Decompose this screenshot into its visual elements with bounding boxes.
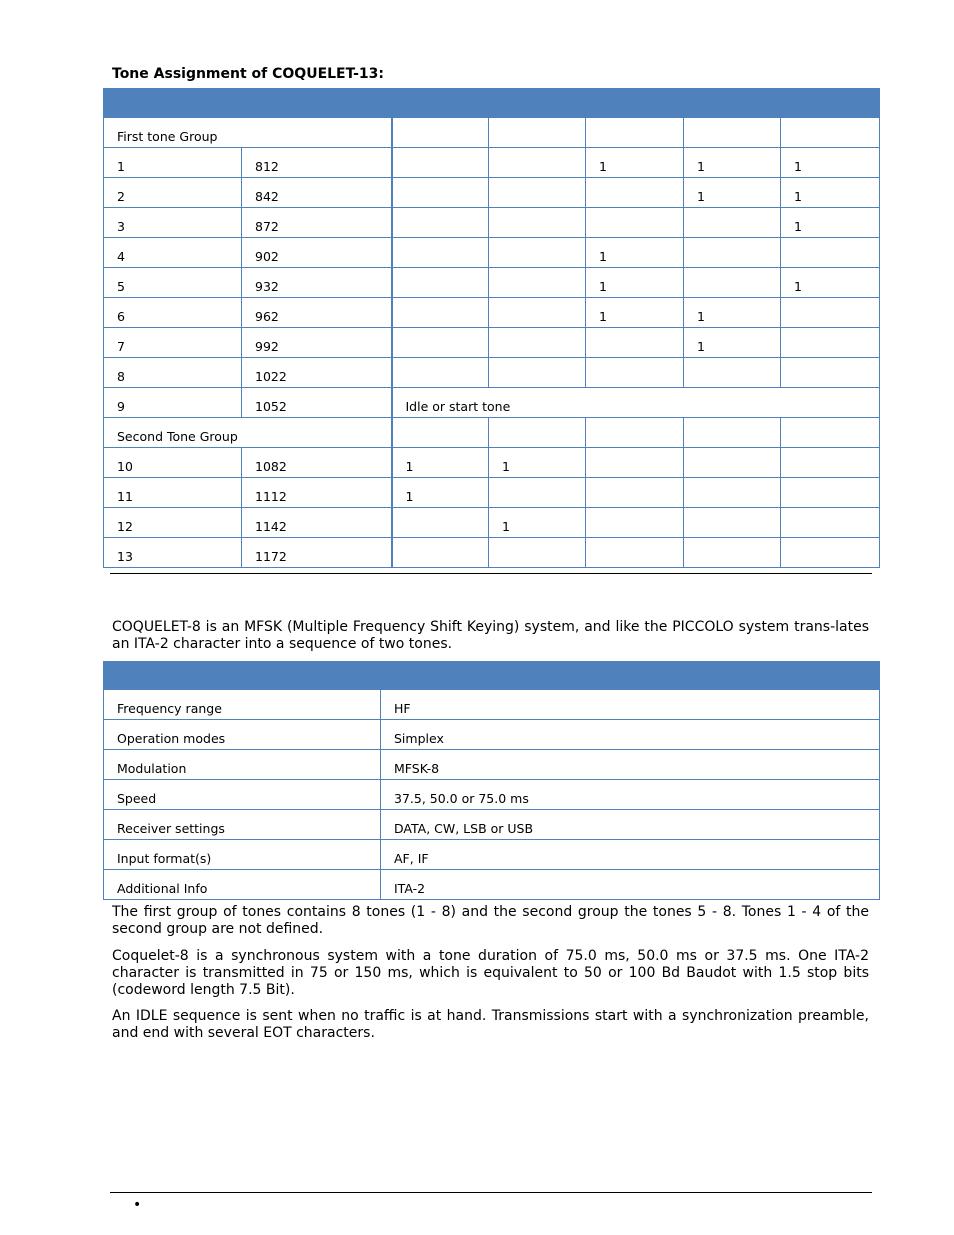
spec-row (104, 840, 880, 870)
bit-cell (586, 448, 684, 478)
spec-row (104, 750, 880, 780)
bit-cell: 1 (392, 478, 489, 508)
header-cell (104, 89, 880, 118)
group-label: First tone Group (104, 118, 392, 148)
table-cell (392, 418, 489, 448)
bit-cell: 1 (781, 148, 880, 178)
bit-cell (781, 508, 880, 538)
header-cell (381, 662, 880, 690)
bit-cell (684, 358, 781, 388)
bit-cell: 1 (684, 328, 781, 358)
table-row (104, 508, 880, 538)
bit-cell (489, 178, 586, 208)
bit-cell (392, 298, 489, 328)
spec-header-row (104, 662, 880, 690)
spec-value: 37.5, 50.0 or 75.0 ms (381, 780, 880, 810)
table-header-row (104, 89, 880, 118)
tone-number: 8 (104, 358, 242, 388)
spec-label: Operation modes (104, 720, 381, 750)
tone-number: 2 (104, 178, 242, 208)
spec-value: HF (381, 690, 880, 720)
bit-cell (781, 238, 880, 268)
tone-frequency: 1172 (242, 538, 392, 568)
paragraph-synchronous: Coquelet-8 is a synchronous system with a tone duration of 75.0 ms, 50.0 ms or 37.5 ms. One ITA-2 character is transmitted in 75 or 150 ms, which is equivalent to 50 or 100 Bd Baudot with 1.5 stop bits (codeword length 7.5 Bit). (112, 948, 869, 998)
group-row (104, 118, 880, 148)
tone-number: 4 (104, 238, 242, 268)
spec-value: AF, IF (381, 840, 880, 870)
spec-value: Simplex (381, 720, 880, 750)
spec-value: MFSK-8 (381, 750, 880, 780)
bit-cell (684, 268, 781, 298)
footer-rule (110, 1192, 872, 1193)
tone-frequency: 812 (242, 148, 392, 178)
bit-cell: 1 (586, 148, 684, 178)
bit-cell: 1 (489, 508, 586, 538)
spec-row (104, 690, 880, 720)
tone-frequency: 992 (242, 328, 392, 358)
table-cell (392, 118, 489, 148)
spec-value: DATA, CW, LSB or USB (381, 810, 880, 840)
tone-frequency: 962 (242, 298, 392, 328)
tone-frequency: 932 (242, 268, 392, 298)
bit-cell (489, 268, 586, 298)
bit-cell (781, 478, 880, 508)
specification-table (103, 661, 880, 900)
table-row (104, 178, 880, 208)
bit-cell: 1 (781, 208, 880, 238)
bit-cell (684, 478, 781, 508)
bit-cell: 1 (392, 448, 489, 478)
spec-label: Receiver settings (104, 810, 381, 840)
table-cell (781, 118, 880, 148)
bit-cell (586, 508, 684, 538)
separator-rule (110, 573, 872, 574)
bit-cell (392, 178, 489, 208)
bit-cell (684, 448, 781, 478)
table-cell (586, 418, 684, 448)
header-cell (104, 662, 381, 690)
bit-cell (781, 298, 880, 328)
bit-cell (489, 298, 586, 328)
bit-cell: 1 (684, 178, 781, 208)
bit-cell (392, 538, 489, 568)
footer-bullet: • (133, 1197, 142, 1213)
bit-cell (489, 478, 586, 508)
bit-cell (684, 208, 781, 238)
spec-label: Modulation (104, 750, 381, 780)
bit-cell: 1 (489, 448, 586, 478)
paragraph-tone-groups: The first group of tones contains 8 tones (1 - 8) and the second group the tones 5 - 8. Tones 1 - 4 of the second group are not defined. (112, 904, 869, 937)
table-row (104, 238, 880, 268)
spec-row (104, 810, 880, 840)
tone-frequency: 902 (242, 238, 392, 268)
intro-paragraph: COQUELET-8 is an MFSK (Multiple Frequency Shift Keying) system, and like the PICCOLO system trans-lates an ITA-2 character into a sequence of two tones. (112, 619, 869, 652)
tone-number: 6 (104, 298, 242, 328)
bit-cell: 1 (586, 238, 684, 268)
tone-number: 1 (104, 148, 242, 178)
tone-number: 13 (104, 538, 242, 568)
bit-cell (392, 208, 489, 238)
table-row (104, 388, 880, 418)
bit-cell (392, 358, 489, 388)
bit-cell (781, 448, 880, 478)
bit-cell (489, 538, 586, 568)
table-cell (489, 118, 586, 148)
table-row (104, 358, 880, 388)
table-row (104, 448, 880, 478)
bit-cell: 1 (684, 298, 781, 328)
table-row (104, 478, 880, 508)
bit-cell: 1 (781, 178, 880, 208)
tone-number: 10 (104, 448, 242, 478)
spec-row (104, 780, 880, 810)
bit-cell: 1 (586, 298, 684, 328)
spec-row (104, 720, 880, 750)
spec-value: ITA-2 (381, 870, 880, 900)
paragraph-idle: An IDLE sequence is sent when no traffic is at hand. Transmissions start with a synchronization preamble, and end with several EOT characters. (112, 1008, 869, 1041)
table-cell (684, 118, 781, 148)
bit-cell (392, 148, 489, 178)
bit-cell (489, 208, 586, 238)
spec-label: Additional Info (104, 870, 381, 900)
spec-label: Frequency range (104, 690, 381, 720)
section-heading: Tone Assignment of COQUELET-13: (112, 66, 385, 82)
table-row (104, 148, 880, 178)
bit-cell (586, 538, 684, 568)
bit-cell (684, 508, 781, 538)
table-cell (586, 118, 684, 148)
tone-number: 3 (104, 208, 242, 238)
table-cell (781, 418, 880, 448)
tone-number: 12 (104, 508, 242, 538)
bit-cell (489, 328, 586, 358)
bit-cell (781, 328, 880, 358)
bit-cell (489, 358, 586, 388)
bit-cell (586, 358, 684, 388)
bit-cell (684, 238, 781, 268)
tone-note: Idle or start tone (392, 388, 880, 418)
spec-label: Speed (104, 780, 381, 810)
group-label: Second Tone Group (104, 418, 392, 448)
tone-frequency: 1022 (242, 358, 392, 388)
bit-cell (781, 538, 880, 568)
bit-cell (586, 178, 684, 208)
tone-number: 5 (104, 268, 242, 298)
tone-number: 9 (104, 388, 242, 418)
bit-cell (392, 238, 489, 268)
tone-number: 7 (104, 328, 242, 358)
tone-frequency: 842 (242, 178, 392, 208)
bit-cell: 1 (684, 148, 781, 178)
tone-frequency: 1142 (242, 508, 392, 538)
bit-cell: 1 (781, 268, 880, 298)
bit-cell (392, 328, 489, 358)
tone-frequency: 1112 (242, 478, 392, 508)
spec-label: Input format(s) (104, 840, 381, 870)
tone-frequency: 1052 (242, 388, 392, 418)
bit-cell (392, 268, 489, 298)
tone-assignment-table (103, 88, 880, 568)
table-row (104, 268, 880, 298)
bit-cell (586, 328, 684, 358)
table-row (104, 208, 880, 238)
bit-cell: 1 (586, 268, 684, 298)
bit-cell (781, 358, 880, 388)
table-row (104, 538, 880, 568)
group-row (104, 418, 880, 448)
table-cell (489, 418, 586, 448)
table-cell (684, 418, 781, 448)
tone-number: 11 (104, 478, 242, 508)
bit-cell (586, 478, 684, 508)
tone-frequency: 1082 (242, 448, 392, 478)
tone-frequency: 872 (242, 208, 392, 238)
bit-cell (392, 508, 489, 538)
bit-cell (489, 238, 586, 268)
table-row (104, 298, 880, 328)
bit-cell (586, 208, 684, 238)
spec-row (104, 870, 880, 900)
table-row (104, 328, 880, 358)
bit-cell (489, 148, 586, 178)
bit-cell (684, 538, 781, 568)
